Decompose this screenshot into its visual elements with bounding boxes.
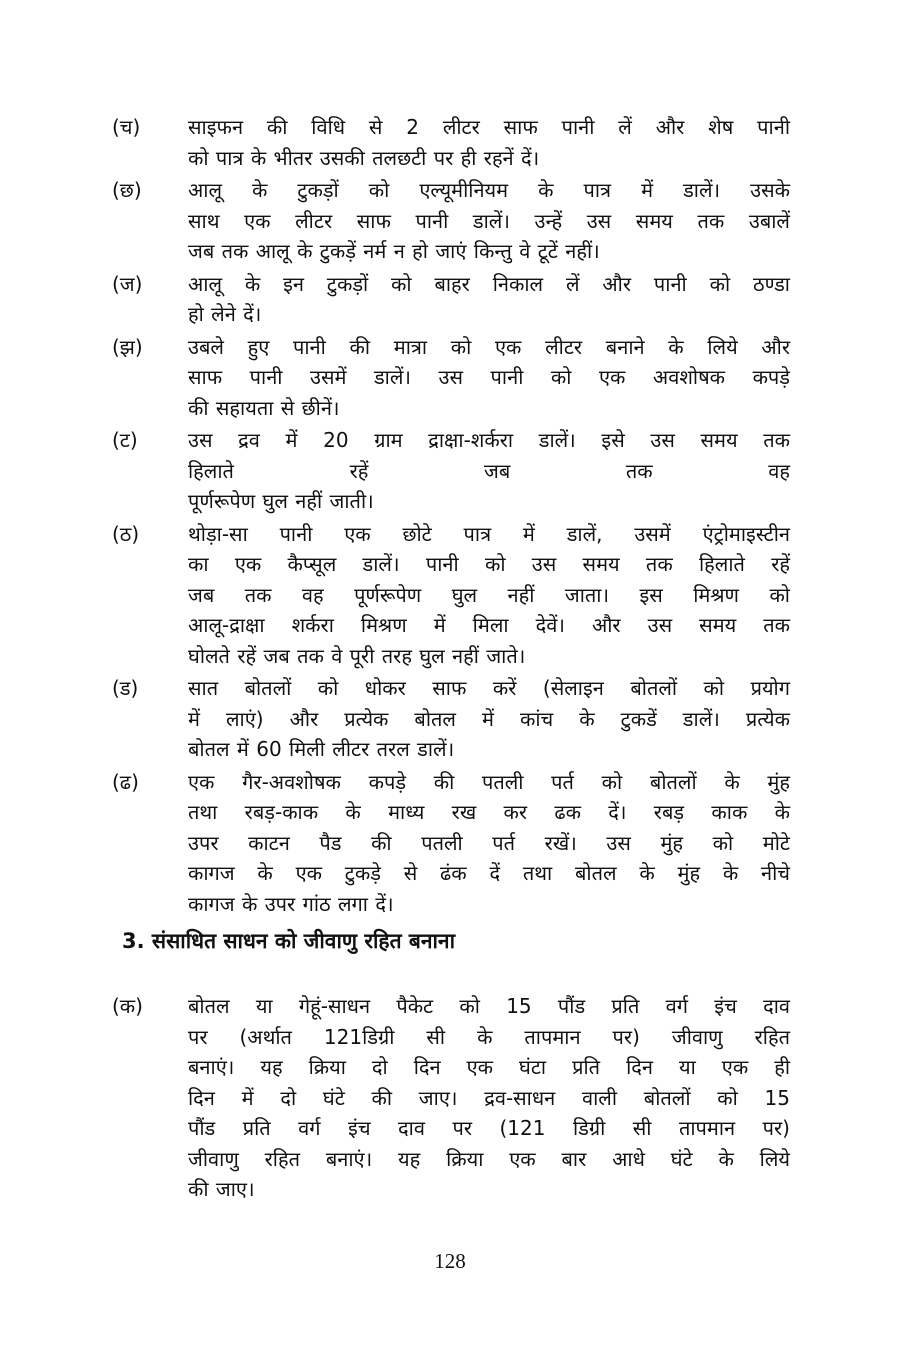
- text-line: सात बोतलों को धोकर साफ करें (सेलाइन बोतलों को प्रयोग: [188, 676, 790, 700]
- text-line: कागज के एक टुकड़े से ढंक दें तथा बोतल के मुंह के नीचे: [188, 861, 790, 885]
- list-item-marker: (छ): [112, 178, 142, 202]
- list-item: [112, 991, 790, 1205]
- list-item: [112, 519, 790, 672]
- list-item-text: [188, 175, 790, 267]
- text-line: आलू-द्राक्षा शर्करा मिश्रण में मिला देवें। और उस समय तक: [188, 613, 790, 637]
- text-line: पूर्णरूपेण घुल नहीं जाती।: [188, 489, 374, 513]
- list-item-marker: (क): [112, 994, 143, 1018]
- text-line: बोतल या गेहूं-साधन पैकेट को 15 पौंड प्रति वर्ग इंच दाव: [188, 994, 790, 1018]
- list-item-marker: (ढ): [112, 769, 139, 794]
- list-item: [112, 112, 790, 173]
- section-heading: 3. संसाधित साधन को जीवाणु रहित बनाना: [122, 929, 456, 953]
- text-line: साइफन की विधि से 2 लीटर साफ पानी लें और शेष पानी: [188, 115, 790, 139]
- text-line: जब तक आलू के टुकड़ें नर्म न हो जाएं किन्तु वे टूटें नहीं।: [188, 239, 600, 263]
- list-item: [112, 673, 790, 765]
- list-item-text: [188, 332, 790, 424]
- text-line: जब तक वह पूर्णरूपेण घुल नहीं जाता। इस मिश्रण को: [188, 582, 790, 607]
- text-line: बोतल में 60 मिली लीटर तरल डालें।: [188, 737, 455, 761]
- list-item: [112, 425, 790, 517]
- text-line: एक गैर-अवशोषक कपड़े की पतली पर्त को बोतलों के मुंह: [188, 769, 790, 794]
- text-line: दिन में दो घंटे की जाए। द्रव-साधन वाली बोतलों को 15: [188, 1085, 790, 1110]
- list-item-text: [188, 112, 790, 173]
- sterilization-steps-list: [112, 991, 790, 1205]
- text-line: उस द्रव में 20 ग्राम द्राक्षा-शर्करा डालें। इसे उस समय तक: [188, 428, 790, 452]
- list-item-marker: (ज): [112, 271, 143, 296]
- list-item-marker: (च): [112, 115, 141, 139]
- list-item-marker: (झ): [112, 334, 143, 359]
- text-line: पर (अर्थात 121डिग्री सी के तापमान पर) जीवाणु रहित: [188, 1024, 790, 1049]
- list-item-marker: (ड): [112, 676, 139, 700]
- text-line: कागज के उपर गांठ लगा दें।: [188, 891, 394, 916]
- text-line: की जाए।: [188, 1177, 255, 1201]
- text-line: बनाएं। यह क्रिया दो दिन एक घंटा प्रति दिन या एक ही: [188, 1055, 790, 1079]
- text-line: का एक कैप्सूल डालें। पानी को उस समय तक हिलाते रहें: [188, 552, 790, 576]
- list-item-marker: (ट): [112, 428, 138, 452]
- list-item-text: [188, 425, 790, 517]
- text-line: को पात्र के भीतर उसकी तलछटी पर ही रहनें दें।: [188, 145, 540, 170]
- list-item-marker: (ठ): [112, 521, 140, 546]
- page-content: [112, 112, 790, 1205]
- text-line: आलू के टुकड़ों को एल्यूमीनियम के पात्र में डालें। उसके: [188, 178, 790, 202]
- text-line: थोड़ा-सा पानी एक छोटे पात्र में डालें, उसमें एंट्रोमाइस्टीन: [188, 521, 790, 546]
- text-line: की सहायता से छीनें।: [188, 395, 340, 420]
- list-item-text: [188, 991, 790, 1205]
- procedure-steps-list: [112, 112, 790, 919]
- text-line: घोलते रहें जब तक वे पूरी तरह घुल नहीं जाते।: [188, 643, 526, 668]
- text-line: तथा रबड़-काक के माध्य रख कर ढक दें। रबड़ काक के: [188, 800, 790, 824]
- list-item: [112, 175, 790, 267]
- text-line: साथ एक लीटर साफ पानी डालें। उन्हें उस समय तक उबालें: [188, 208, 790, 233]
- text-line: पौंड प्रति वर्ग इंच दाव पर (121 डिग्री सी तापमान पर): [188, 1116, 790, 1140]
- text-line: हो लेने दें।: [188, 302, 262, 326]
- text-line: जीवाणु रहित बनाएं। यह क्रिया एक बार आधे घंटे के लिये: [188, 1146, 790, 1171]
- list-item: [112, 767, 790, 920]
- page-number: 128: [434, 1249, 466, 1273]
- list-item-text: [188, 269, 790, 330]
- text-line: में लाएं) और प्रत्येक बोतल में कांच के टुकडें डालें। प्रत्येक: [188, 706, 790, 731]
- list-item-text: [188, 519, 790, 672]
- list-item-text: [188, 673, 790, 765]
- text-line: हिलाते रहें जब तक वह: [188, 458, 790, 483]
- text-line: उपर काटन पैड की पतली पर्त रखें। उस मुंह को मोटे: [188, 830, 790, 855]
- text-line: साफ पानी उसमें डालें। उस पानी को एक अवशोषक कपड़े: [188, 365, 790, 389]
- list-item: [112, 269, 790, 330]
- list-item-text: [188, 767, 790, 920]
- text-line: आलू के इन टुकड़ों को बाहर निकाल लें और पानी को ठण्डा: [188, 271, 790, 296]
- list-item: [112, 332, 790, 424]
- text-line: उबले हुए पानी की मात्रा को एक लीटर बनाने के लिये और: [188, 334, 790, 359]
